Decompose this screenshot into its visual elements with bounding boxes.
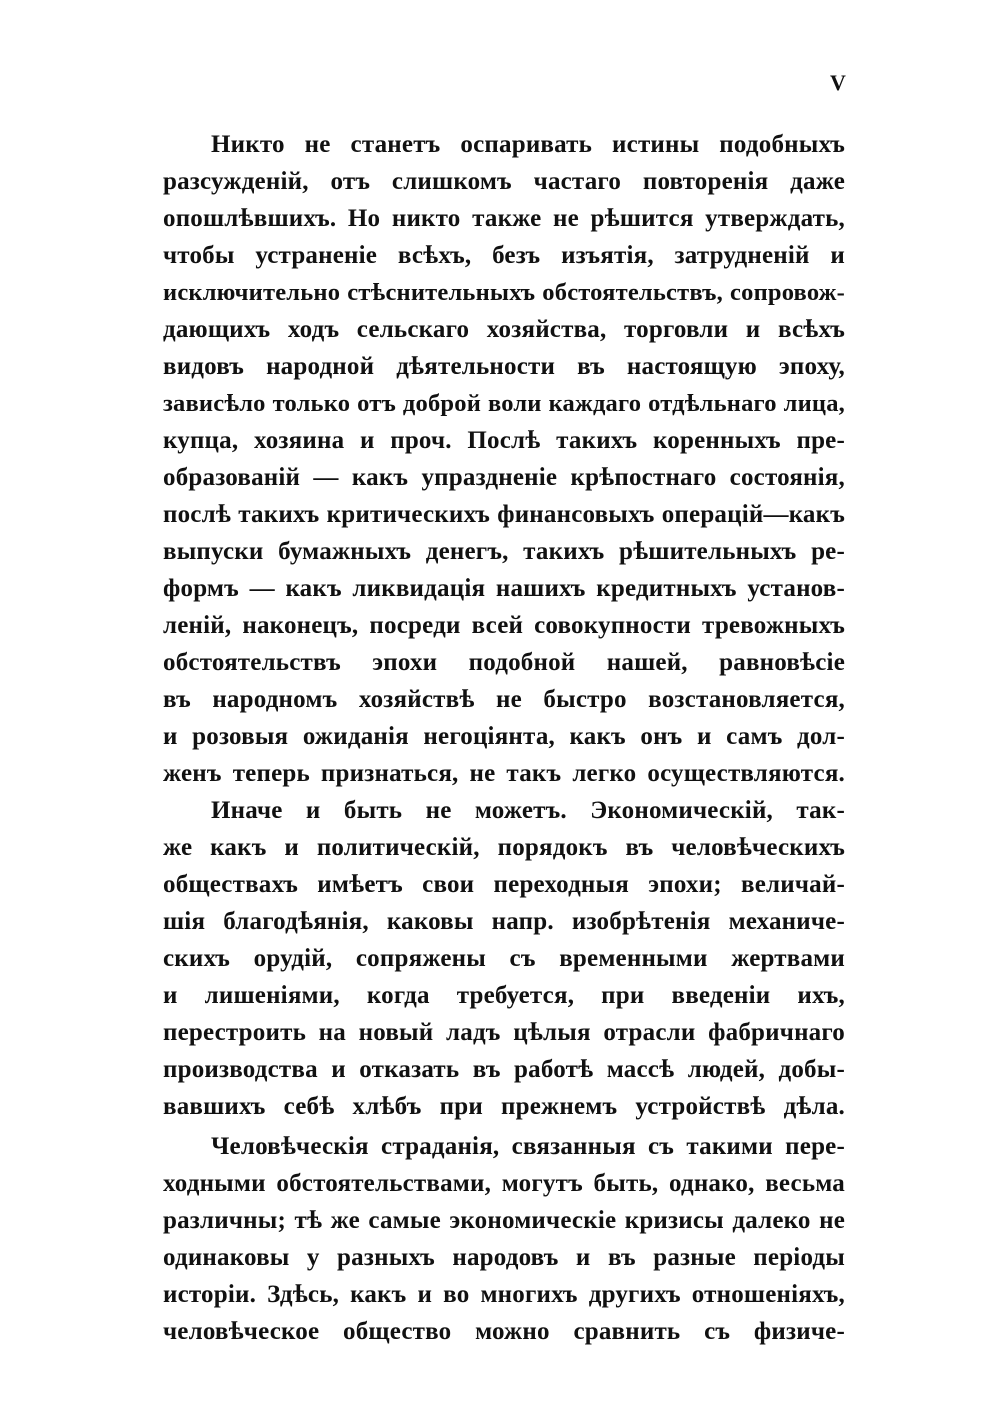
text-line: послѣ такихъ критическихъ финансовыхъ операцій—какъ: [163, 501, 845, 528]
text-line: купца, хозяина и проч. Послѣ такихъ коренныхъ пре-: [163, 427, 845, 454]
text-line: шія благодѣянія, каковы напр. изобрѣтенія механиче-: [163, 908, 845, 935]
text-line: исключительно стѣснительныхъ обстоятельствъ, сопровож-: [163, 279, 845, 306]
text-line: Никто не станетъ оспаривать истины подобныхъ: [211, 131, 845, 158]
text-line: разсужденій, отъ слишкомъ частаго повторенія даже: [163, 168, 845, 195]
paragraph-3: [163, 1128, 845, 1350]
text-line: женъ теперь признаться, не такъ легко осуществляются.: [163, 760, 845, 787]
paragraph-2: [163, 792, 845, 1125]
text-line: Иначе и быть не можетъ. Экономическій, так-: [211, 797, 845, 824]
page-number: V: [830, 70, 846, 95]
text-line: леній, наконецъ, посреди всей совокупности тревожныхъ: [163, 612, 845, 639]
text-line: выпуски бумажныхъ денегъ, такихъ рѣшительныхъ ре-: [163, 538, 845, 565]
text-line: дающихъ ходъ сельскаго хозяйства, торговли и всѣхъ: [163, 316, 845, 343]
text-line: видовъ народной дѣятельности въ настоящую эпоху,: [163, 353, 845, 380]
text-line: и лишеніями, когда требуется, при введеніи ихъ,: [163, 982, 845, 1009]
text-line: обстоятельствъ эпохи подобной нашей, равновѣсіе: [163, 649, 845, 676]
text-line: различны; тѣ же самые экономическіе кризисы далеко не: [163, 1207, 845, 1234]
text-line: производства и отказать въ работѣ массѣ людей, добы-: [163, 1056, 845, 1083]
text-line: и розовыя ожиданія негоціянта, какъ онъ и самъ дол-: [163, 723, 845, 750]
paragraph-1: [163, 126, 845, 792]
text-line: Человѣческія страданія, связанныя съ такими пере-: [211, 1133, 845, 1160]
text-line: ходными обстоятельствами, могутъ быть, однако, весьма: [163, 1170, 845, 1197]
text-line: скихъ орудій, сопряжены съ временными жертвами: [163, 945, 845, 972]
text-line: человѣческое общество можно сравнить съ физиче-: [163, 1318, 845, 1345]
text-line: перестроить на новый ладъ цѣлыя отрасли фабричнаго: [163, 1019, 845, 1046]
text-line: формъ — какъ ликвидація нашихъ кредитныхъ установ-: [163, 575, 845, 602]
text-line: образованій — какъ упраздненіе крѣпостнаго состоянія,: [163, 464, 845, 491]
text-line: исторіи. Здѣсь, какъ и во многихъ другихъ отношеніяхъ,: [163, 1281, 845, 1308]
text-line: зависѣло только отъ доброй воли каждаго отдѣльнаго лица,: [163, 390, 845, 417]
text-line: вавшихъ себѣ хлѣбъ при прежнемъ устройствѣ дѣла.: [163, 1093, 845, 1120]
text-line: чтобы устраненіе всѣхъ, безъ изъятія, затрудненій и: [163, 242, 845, 269]
text-line: опошлѣвшихъ. Но никто также не рѣшится утверждать,: [163, 205, 845, 232]
text-line: же какъ и политическій, порядокъ въ человѣческихъ: [163, 834, 845, 861]
text-line: въ народномъ хозяйствѣ не быстро возстановляется,: [163, 686, 845, 713]
text-line: одинаковы у разныхъ народовъ и въ разные періоды: [163, 1244, 845, 1271]
text-line: обществахъ имѣетъ свои переходныя эпохи; величай-: [163, 871, 845, 898]
body-text: [163, 126, 845, 1350]
